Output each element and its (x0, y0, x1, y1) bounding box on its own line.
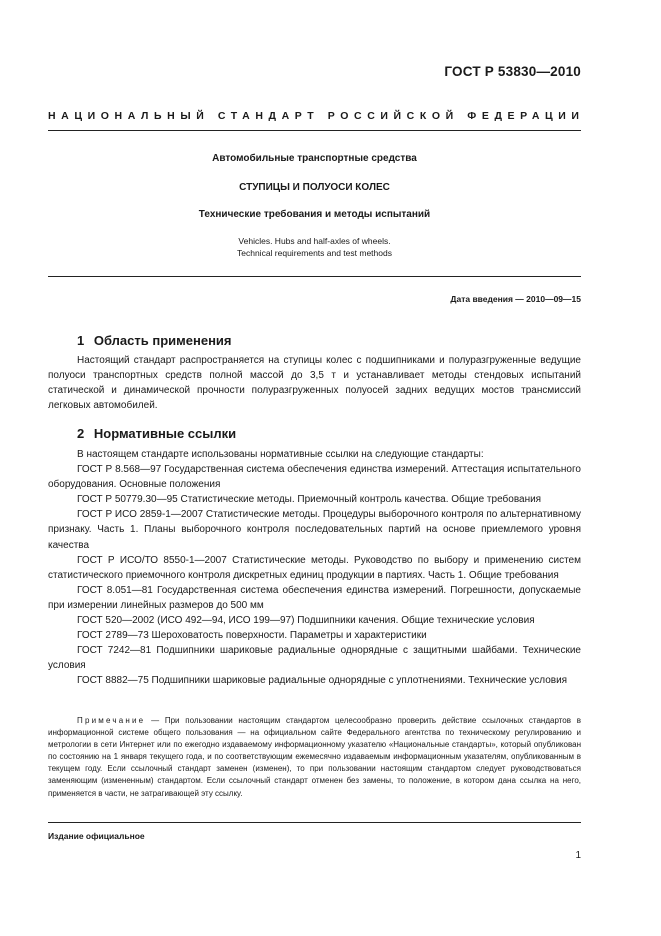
section-2-number: 2 (77, 426, 85, 441)
section-2-intro: В настоящем стандарте использованы нормативные ссылки на следующие стандарты: (77, 449, 484, 460)
title-divider (48, 276, 581, 277)
standard-kind-heading: НАЦИОНАЛЬНЫЙ СТАНДАРТ РОССИЙСКОЙ ФЕДЕРАЦИИ (48, 110, 585, 122)
normative-reference: ГОСТ 2789—73 Шероховатость поверхности. Параметры и характеристики (77, 630, 427, 642)
section-1-title: Область применения (93, 333, 232, 348)
standard-number: ГОСТ Р 53830—2010 (444, 64, 581, 79)
document-title: СТУПИЦЫ И ПОЛУОСИ КОЛЕС (239, 182, 390, 193)
normative-reference: ГОСТ 8882—75 Подшипники шариковые радиальные однорядные с уплотнениями. Технические условия (77, 675, 568, 687)
normative-reference: ГОСТ Р ИСО 2859-1—2007 Статистические методы. Процедуры выборочного контроля по альтернативному признаку. Часть 1. Планы выборочного контроля последовательных партий на основе приемлемого уровня качества (48, 509, 581, 551)
note-block (48, 715, 581, 800)
normative-reference: ГОСТ 520—2002 (ИСО 492—94, ИСО 199—97) Подшипники качения. Общие технические условия (77, 615, 535, 627)
section-2-title: Нормативные ссылки (93, 426, 237, 441)
normative-reference: ГОСТ Р 8.568—97 Государственная система обеспечения единства измерений. Аттестация испытательного оборудования. Основные положения (48, 464, 581, 491)
header-divider (48, 130, 581, 131)
introduction-date: Дата введения — 2010—09—15 (450, 294, 581, 304)
normative-reference: ГОСТ 8.051—81 Государственная система обеспечения единства измерений. Погрешности, допускаемые при измерении линейных размеров до 500 мм (48, 584, 581, 611)
note-label: Примечание (77, 716, 146, 725)
page-number: 1 (575, 850, 581, 861)
section-1-body (48, 353, 581, 413)
official-edition-label: Издание официальное (48, 831, 145, 841)
english-title (48, 236, 581, 259)
normative-reference: ГОСТ 7242—81 Подшипники шариковые радиальные однорядные с защитными шайбами. Технические условия (48, 645, 581, 672)
english-title-line-2: Technical requirements and test methods (237, 247, 392, 258)
subject-area: Автомобильные транспортные средства (212, 153, 417, 164)
note-paragraph (48, 715, 581, 800)
normative-reference: ГОСТ Р ИСО/ТО 8550-1—2007 Статистические методы. Руководство по выбору и применению систем статистического приемочного контроля дискретных единиц продукции в партиях. Часть 1. Общие требования (48, 554, 581, 581)
section-2-heading (77, 426, 236, 441)
english-title-line-1: Vehicles. Hubs and half-axles of wheels. (238, 236, 391, 246)
footer-divider (48, 822, 581, 823)
section-1-heading (77, 333, 232, 348)
section-2-body (48, 447, 581, 689)
section-1-number: 1 (77, 333, 85, 348)
section-1-paragraph: Настоящий стандарт распространяется на ступицы колес с подшипниками и полуразгруженные ведущие полуоси транспортных средств полной массой до 3,5 т и устанавливает методы стендовых испытаний статической и динамической прочности полуразгруженных полуосей задних ведущих мостов трансмиссий легковых автомобилей. (48, 355, 581, 412)
note-text: — При пользовании настоящим стандартом целесообразно проверить действие ссылочных стандартов в информационной системе общего пользования — на официальном сайте Федерального агентства по техническому регулированию и метрологии в сети Интернет или по ежегодно издаваемому информационному указателю «Национальные стандарты», который опубликован по состоянию на 1 января текущего года, и по соответствующим ежемесячно издаваемым информационным указателям, опубликованным в текущем году. Если ссылочный стандарт заменен (изменен), то при пользовании настоящим стандартом следует руководствоваться заменяющим (измененным) стандартом. Если ссылочный стандарт отменен без замены, то положение, в котором дана ссылка на него, применяется в части, не затрагивающей эту ссылку. (48, 716, 581, 798)
document-subtitle: Технические требования и методы испытаний (198, 209, 431, 220)
normative-reference: ГОСТ Р 50779.30—95 Статистические методы. Приемочный контроль качества. Общие требования (77, 494, 542, 506)
